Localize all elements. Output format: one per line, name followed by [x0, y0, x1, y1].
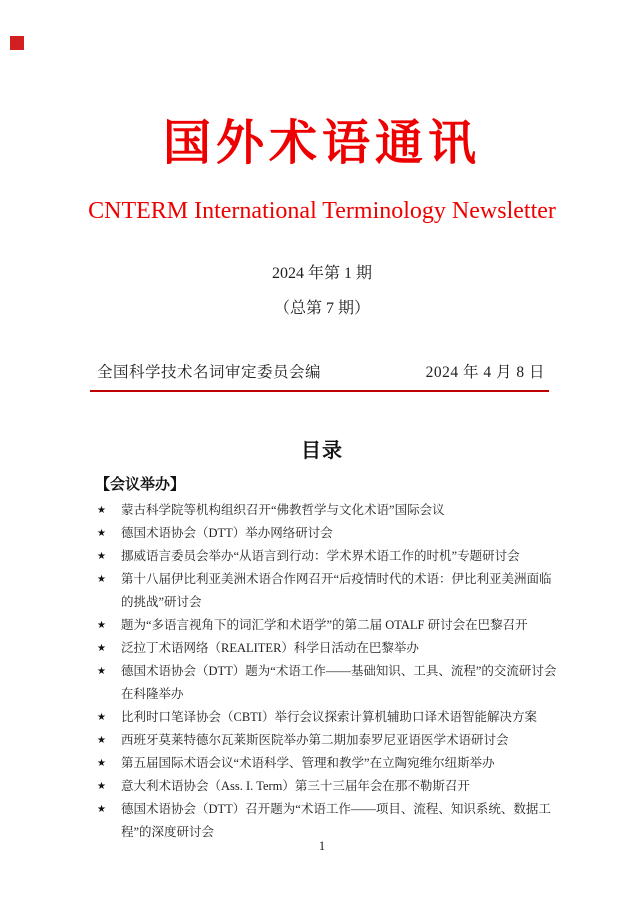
star-bullet-icon: ★: [97, 666, 106, 677]
toc-item: [97, 729, 560, 752]
toc-item-text: 德国术语协会（DTT）题为“术语工作——基础知识、工具、流程”的交流研讨会在科隆举办: [121, 664, 557, 701]
toc-item: [97, 752, 560, 775]
page-number: 1: [318, 838, 326, 853]
star-bullet-icon: ★: [97, 735, 106, 746]
toc-item-text: 比利时口笔译协会（CBTI）举行会议探索计算机辅助口译术语智能解决方案: [121, 710, 537, 724]
newsletter-subtitle: CNTERM International Terminology Newsletter: [88, 198, 556, 224]
editor-name: 全国科学技术名词审定委员会编: [97, 364, 322, 381]
toc-item-text: 泛拉丁术语网络（REALITER）科学日活动在巴黎举办: [121, 641, 419, 655]
issue-date: 2024 年 4 月 8 日: [425, 364, 545, 381]
star-bullet-icon: ★: [97, 643, 106, 654]
star-bullet-icon: ★: [97, 758, 106, 769]
toc-item-text: 蒙古科学院等机构组织召开“佛教哲学与文化术语”国际会议: [121, 503, 445, 517]
toc-item: [97, 637, 560, 660]
star-bullet-icon: ★: [97, 574, 106, 585]
toc-item-text: 题为“多语言视角下的词汇学和术语学”的第二届 OTALF 研讨会在巴黎召开: [121, 618, 528, 632]
toc-item-text: 挪威语言委员会举办“从语言到行动：学术界术语工作的时机”专题研讨会: [121, 549, 520, 563]
red-square-marker: [10, 36, 24, 50]
toc-item-text: 第十八届伊比利亚美洲术语合作网召开“后疫情时代的术语：伊比利亚美洲面临的挑战”研讨会: [121, 572, 552, 609]
toc-item: [97, 775, 560, 798]
toc-item-text: 德国术语协会（DTT）召开题为“术语工作——项目、流程、知识系统、数据工程”的深度研讨会: [121, 802, 551, 839]
toc-item: [97, 522, 560, 545]
red-divider-rule: [90, 390, 549, 392]
toc-item: [97, 706, 560, 729]
toc-item: [97, 545, 560, 568]
newsletter-title: 国外术语通讯: [162, 117, 481, 170]
toc-item: [97, 499, 560, 522]
star-bullet-icon: ★: [97, 804, 106, 815]
toc-item: [97, 568, 560, 614]
star-bullet-icon: ★: [97, 712, 106, 723]
toc-item-text: 第五届国际术语会议“术语科学、管理和教学”在立陶宛维尔纽斯举办: [121, 756, 495, 770]
toc-item: [97, 660, 560, 706]
star-bullet-icon: ★: [97, 505, 106, 516]
star-bullet-icon: ★: [97, 620, 106, 631]
toc-item-text: 德国术语协会（DTT）举办网络研讨会: [121, 526, 333, 540]
toc-item-text: 西班牙莫莱特德尔瓦莱斯医院举办第二期加泰罗尼亚语医学术语研讨会: [121, 733, 509, 747]
volume-line: （总第 7 期）: [273, 300, 370, 317]
toc-item-text: 意大利术语协会（Ass. I. Term）第三十三届年会在那不勒斯召开: [121, 779, 470, 793]
star-bullet-icon: ★: [97, 781, 106, 792]
toc-section-label: 【会议举办】: [95, 477, 186, 493]
star-bullet-icon: ★: [97, 551, 106, 562]
star-bullet-icon: ★: [97, 528, 106, 539]
toc-list: [97, 499, 560, 844]
issue-line: 2024 年第 1 期: [271, 265, 372, 282]
editor-row: [97, 362, 545, 383]
toc-title: 目录: [301, 440, 343, 462]
toc-item: [97, 614, 560, 637]
